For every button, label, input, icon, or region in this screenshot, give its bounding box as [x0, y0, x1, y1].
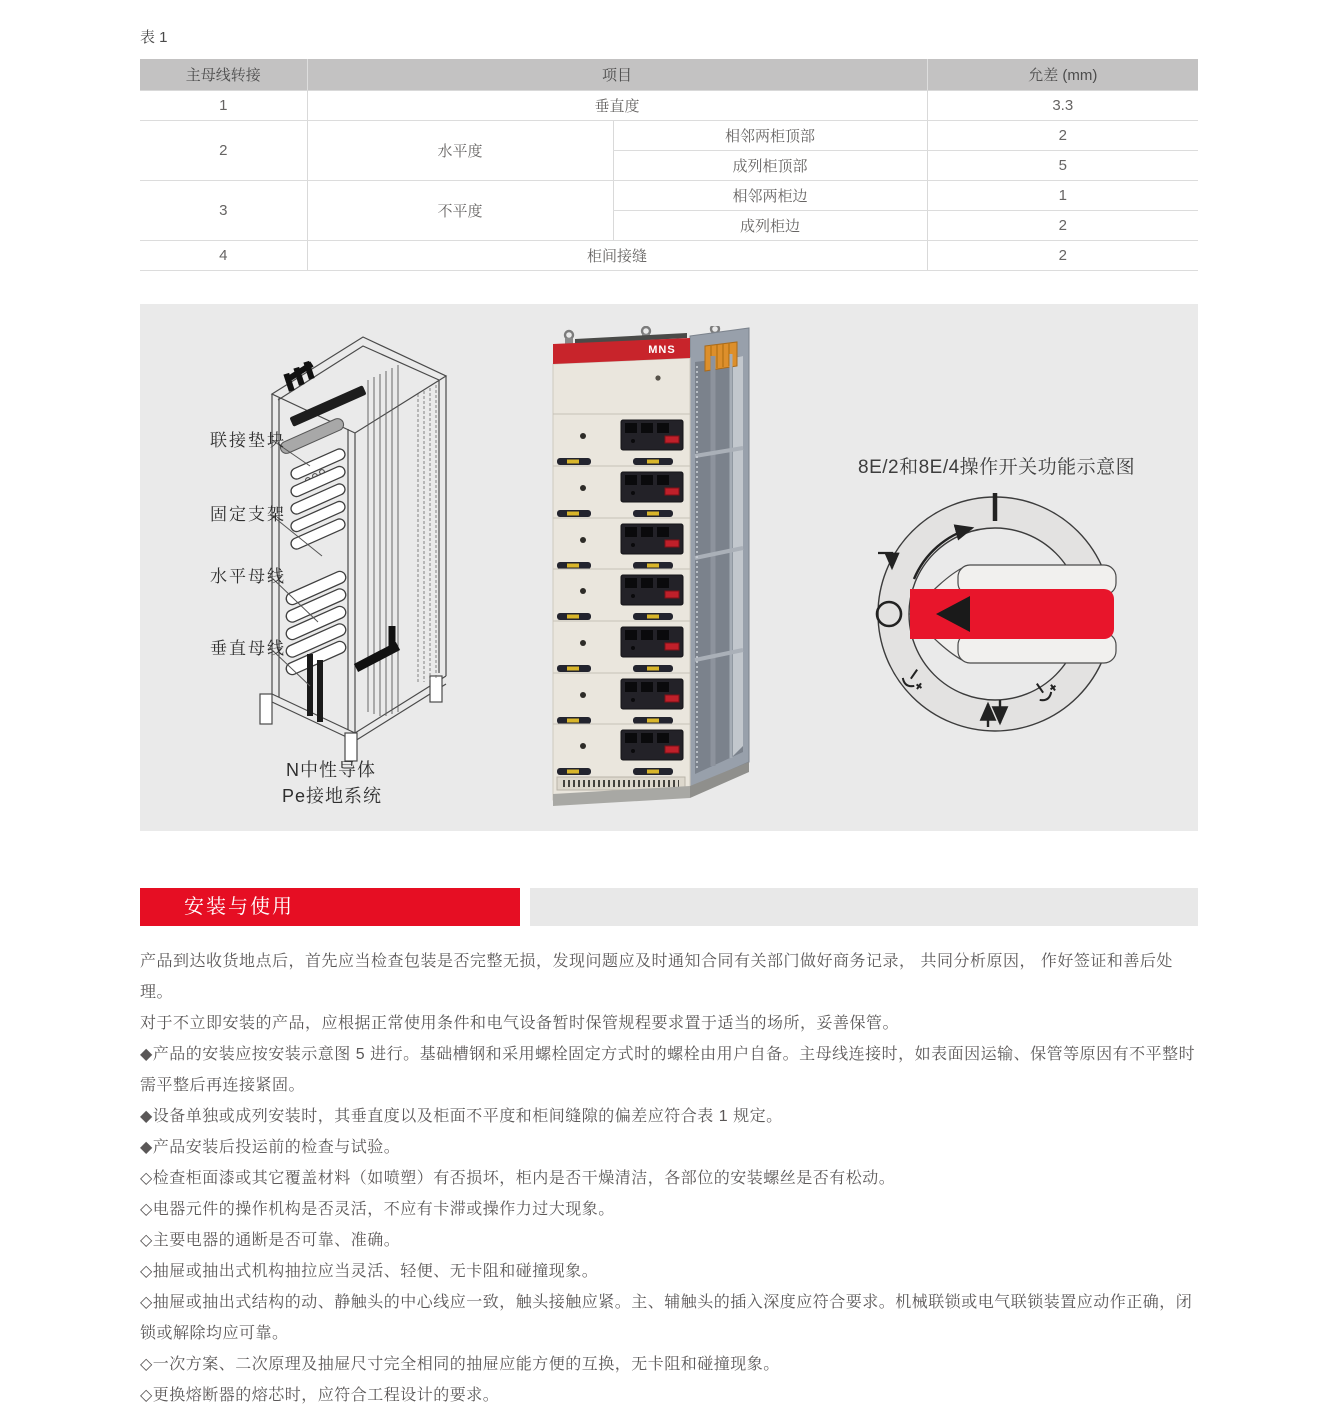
body-text	[140, 946, 1198, 1427]
cell-value: 3.3	[927, 91, 1198, 121]
page-content	[140, 0, 1198, 1427]
paragraph: ◆设备单独或成列安装时，其垂直度以及柜面不平度和柜间缝隙的偏差应符合表 1 规定。	[140, 1108, 783, 1125]
frame-caption-pe: Pe接地系统	[282, 786, 383, 806]
table-row	[140, 121, 1198, 151]
horizontal-busbars-lower	[284, 570, 347, 677]
cell-item: 不平度	[307, 181, 613, 241]
col-header-item: 项目	[307, 59, 927, 91]
col-header-busbar: 主母线转接	[140, 59, 307, 91]
frame-label-vertical-busbar: 垂直母线	[210, 639, 286, 658]
frame-label-connecting-pad: 联接垫块	[210, 431, 286, 450]
cell-item: 垂直度	[307, 91, 927, 121]
cell-subitem: 相邻两柜边	[613, 181, 927, 211]
section-header-gray-bar	[530, 888, 1198, 926]
paragraph: ◇电器元件的操作机构是否灵活，不应有卡滞或操作力过大现象。	[140, 1201, 615, 1218]
section-title: 安装与使用	[184, 896, 294, 918]
frame-caption-neutral: N中性导体	[286, 760, 376, 780]
paragraph: ◇更换熔断器的熔芯时，应符合工程设计的要求。	[140, 1387, 500, 1404]
cell-item: 水平度	[307, 121, 613, 181]
table-row	[140, 241, 1198, 271]
frame-label-fixing-bracket: 固定支架	[210, 505, 286, 524]
table-row	[140, 91, 1198, 121]
figure-panel	[140, 304, 1198, 831]
cell-item: 柜间接缝	[307, 241, 927, 271]
paragraph: ◇抽屉或抽出式结构的动、静触头的中心线应一致，触头接触应紧。主、辅触头的插入深度应符合要求。机械联锁或电气联锁装置应动作正确，闭锁或解除均应可靠。	[140, 1294, 1193, 1342]
cell-subitem: 成列柜边	[613, 211, 927, 241]
paragraph: ◇抽屉或抽出式机构抽拉应当灵活、轻便、无卡阻和碰撞现象。	[140, 1263, 599, 1280]
cell-value: 1	[927, 181, 1198, 211]
paragraph: ◆产品安装后投运前的检查与试验。	[140, 1139, 401, 1156]
cell-no: 1	[140, 91, 307, 121]
table-row	[140, 181, 1198, 211]
paragraph: ◇检查柜面漆或其它覆盖材料（如喷塑）有否损坏，柜内是否干燥清洁，各部位的安装螺丝是否有松动。	[140, 1170, 896, 1187]
cabinet-photo	[545, 326, 760, 816]
tolerance-table	[140, 59, 1198, 271]
cell-subitem: 成列柜顶部	[613, 151, 927, 181]
section-header	[140, 888, 1198, 926]
paragraph: 产品到达收货地点后，首先应当检查包装是否完整无损，发现问题应及时通知合同有关部门做好商务记录， 共同分析原因， 作好签证和善后处理。	[140, 953, 1173, 1001]
section-header-gap	[520, 888, 530, 926]
busbar-frame-diagram	[160, 316, 520, 826]
cell-no: 2	[140, 121, 307, 181]
cell-subitem: 相邻两柜顶部	[613, 121, 927, 151]
table-header-row	[140, 59, 1198, 91]
cell-no: 3	[140, 181, 307, 241]
switch-dial-diagram	[860, 479, 1132, 737]
cell-value: 2	[927, 211, 1198, 241]
table-caption: 表 1	[140, 29, 168, 46]
brand-label: MNS	[648, 344, 676, 356]
cell-value: 2	[927, 241, 1198, 271]
frame-label-horizontal-busbar: 水平母线	[210, 567, 286, 586]
paragraph: 对于不立即安装的产品，应根据正常使用条件和电气设备暂时保管规程要求置于适当的场所，妥善保管。	[140, 1015, 900, 1032]
section-header-red-bar	[140, 888, 520, 926]
switch-diagram-title: 8E/2和8E/4操作开关功能示意图	[858, 457, 1136, 478]
cell-value: 5	[927, 151, 1198, 181]
cell-value: 2	[927, 121, 1198, 151]
horizontal-busbars-upper	[289, 447, 346, 551]
paragraph: ◆产品的安装应按安装示意图 5 进行。基础槽钢和采用螺栓固定方式时的螺栓由用户自备。主母线连接时，如表面因运输、保管等原因有不平整时需平整后再连接紧固。	[140, 1046, 1196, 1094]
paragraph: ◇主要电器的通断是否可靠、准确。	[140, 1232, 401, 1249]
cell-no: 4	[140, 241, 307, 271]
col-header-tolerance: 允差 (mm)	[927, 59, 1198, 91]
paragraph: ◇一次方案、二次原理及抽屉尺寸完全相同的抽屉应能方便的互换，无卡阻和碰撞现象。	[140, 1356, 780, 1373]
